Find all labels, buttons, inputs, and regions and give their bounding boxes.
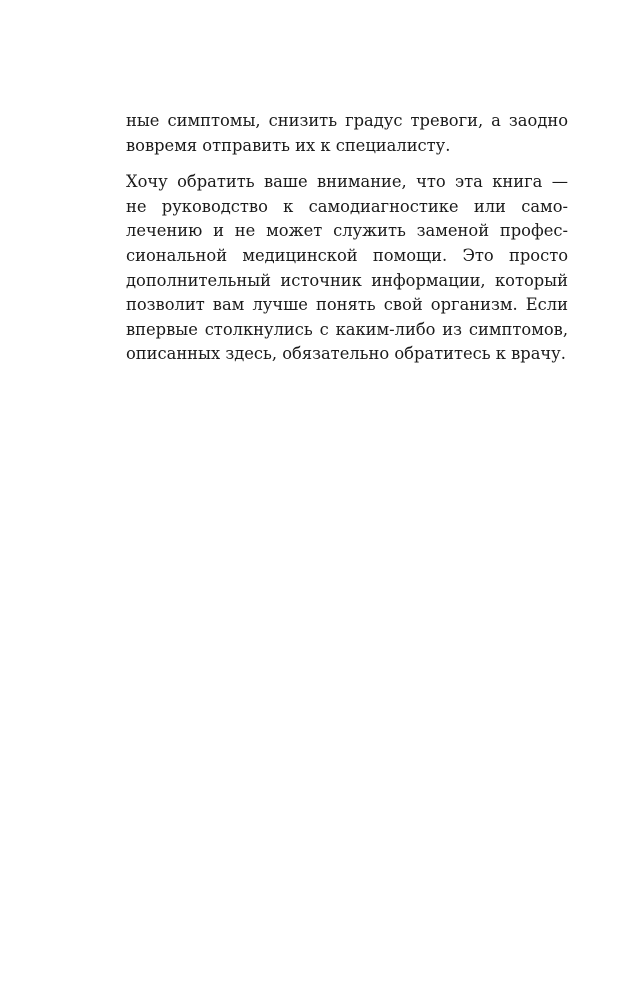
text-line: впервые столкнулись с каким-либо из симптомов, [126,319,568,339]
text-line: ные симптомы, снизить градус тревоги, а заодно [126,111,568,130]
text-line: сиональной медицинской помощи. Это просто [126,245,568,265]
text-line: дополнительный источник информации, который [126,270,568,290]
text-line: не руководство к самодиагностике или само- [126,196,568,216]
text-line: лечению и не может служить заменой профес- [126,221,568,241]
text-line: вовремя отправить их к специалисту. [126,135,451,155]
text-line: описанных здесь, обязательно обратитесь к врачу. [126,344,566,364]
paragraph-2 [126,170,568,367]
text-line: позволит вам лучше понять свой организм. Если [126,295,568,315]
text-line: Хочу обратить ваше внимание, что эта книга — [126,172,568,192]
paragraph-1 [126,109,568,158]
book-page-text [126,109,568,379]
